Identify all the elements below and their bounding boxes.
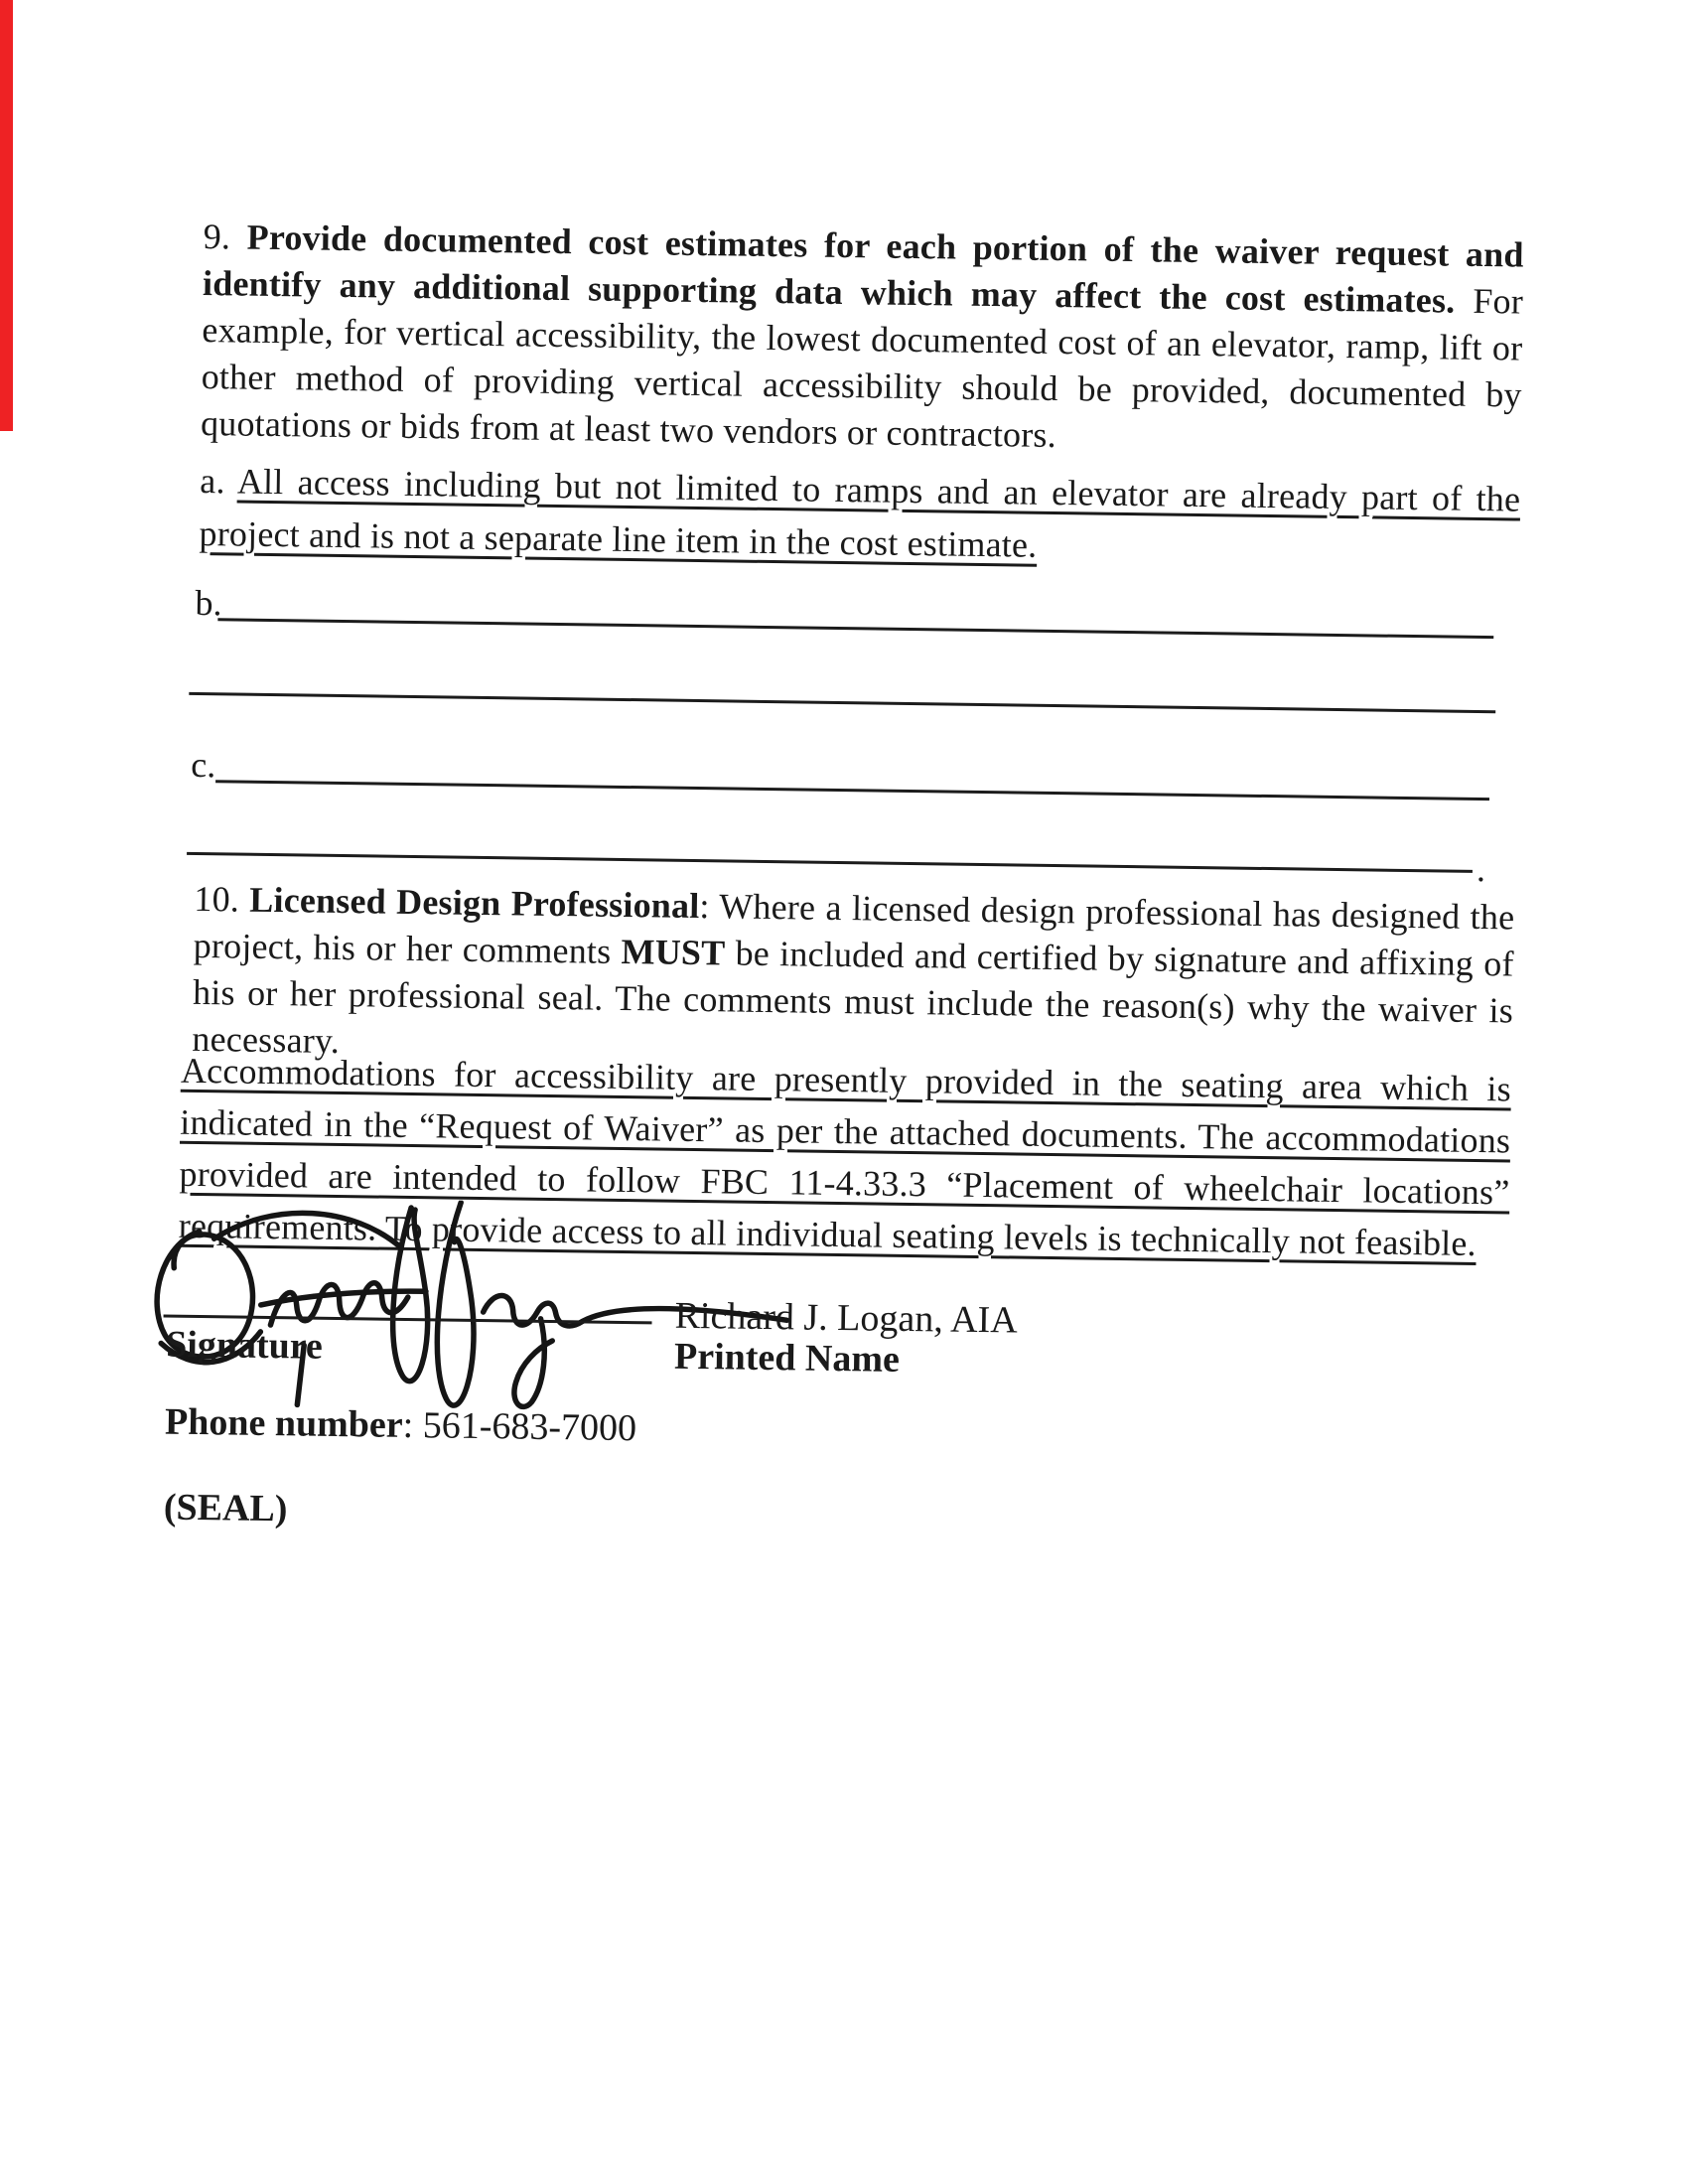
item-9-number: 9. (203, 217, 247, 257)
blank-line-c-1 (215, 780, 1489, 801)
item-10-text-2: be included and certified by signature and affixing of his or her professional seal. The comments must include the reason(s) why the waiver is necessary. (192, 933, 1514, 1061)
item-b-label: b. (195, 582, 222, 624)
item-10-bold-must: MUST (621, 931, 726, 973)
item-c-label: c. (191, 744, 216, 786)
item-10-number: 10. (194, 878, 250, 920)
item-a-paragraph (199, 455, 1520, 579)
item-10-text-1: : Where a licensed design professional has designed the project, his or her comments (193, 886, 1515, 971)
item-10-bold-title: Licensed Design Professional (249, 879, 700, 927)
item-9-bold-text: Provide documented cost estimates for each portion of the waiver request and identify any additional supporting data which may affect the cost estimates. (202, 217, 1524, 321)
item-a-label: a. (200, 460, 238, 502)
printed-name-value: Richard J. Logan, AIA (674, 1294, 1018, 1342)
blank-line-b-2 (189, 692, 1495, 713)
design-professional-statement: Accommodations for accessibility are presently provided in the seating area which is indicated in the “Request of Waiver” as per the attached documents. The accommodations provided are intended to follow FBC 11-4.33.3 “Placement of wheelchair locations” requirements. To provide access to all individual seating levels is technically not feasible. (178, 1050, 1512, 1263)
blank-line-c-2 (187, 852, 1473, 873)
item-9-paragraph (201, 214, 1524, 466)
blank-line-b-1 (217, 618, 1493, 639)
phone-number-label: Phone number (164, 1400, 403, 1446)
signature-label: Signature (165, 1323, 324, 1368)
item-9-regular-text: For example, for vertical accessibility, the lowest documented cost of an elevator, ramp, lift or other method of providing vertical accessibility should be provided, documented by quotations or bids from at least two vendors or contractors. (200, 280, 1524, 456)
item-a-text: All access including but not limited to ramps and an elevator are already part of the project and is not a separate line item in the cost estimate. (199, 461, 1521, 565)
blank-line-c-2-end-mark: . (1476, 848, 1486, 890)
seal-label: (SEAL) (163, 1486, 288, 1530)
phone-number-value: : 561-683-7000 (402, 1403, 637, 1450)
phone-number-line (165, 1400, 637, 1451)
printed-name-label: Printed Name (673, 1335, 901, 1381)
